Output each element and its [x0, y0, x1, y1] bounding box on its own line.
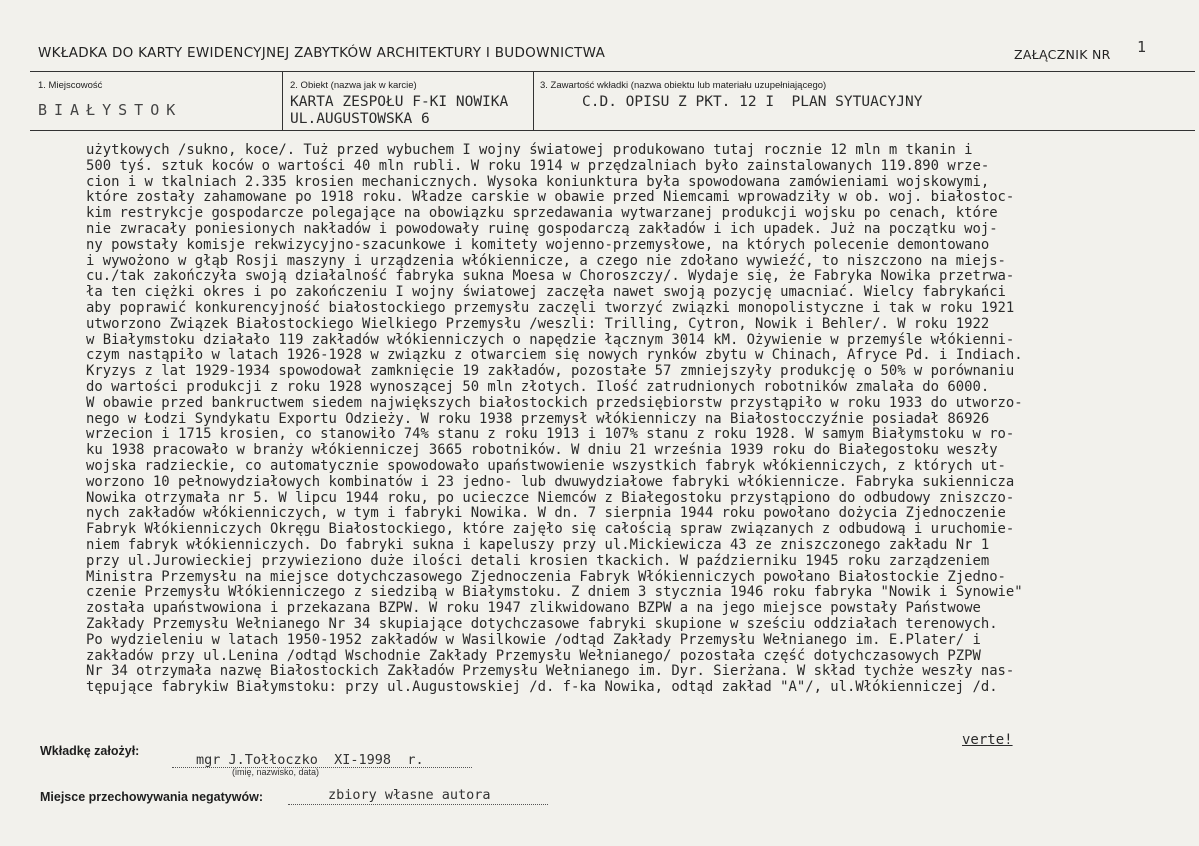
object-label: 2. Obiekt (nazwa jak w karcie)	[290, 80, 417, 91]
body-line: ła ten ciężki okres i po zakończeniu I wojny światowej zaczęła nawet swoją pozycję umacniać. Wielcy fabrykańci	[86, 284, 1006, 301]
body-line: wrzecion i 1715 krosien, co stanowiło 74% stanu z roku 1913 i 107% stanu z roku 1928. W samym Białymstoku w ro-	[86, 426, 1015, 443]
negatives-label: Miejsce przechowywania negatywów:	[40, 790, 263, 804]
body-line: 500 tyś. sztuk koców o wartości 40 mln rubli. W roku 1914 w przędzalniach było zainstalowanych 119.890 wrze-	[86, 157, 990, 174]
body-line: które zostały zahamowane po 1918 roku. Władze carskie w obawie przed Niemcami wprowadziły w ob. woj. białostoc-	[86, 189, 1015, 206]
body-line: nie zwracały poniesionych nakładów i powodowały ruinę gospodarczą zakładów i ich upadek. Już na początku woj-	[86, 220, 998, 237]
body-line: worzono 10 pełnowydziałowych kombinatów i 23 jedno- lub dwuwydziałowe fabryki włókiennicze. Fabryka sukiennicza	[86, 473, 1015, 490]
field-divider-1	[282, 72, 283, 130]
body-line: w Białymstoku działało 119 zakładów włókienniczych o napędzie łącznym 3014 kM. Ożywienie w przemyśle włókienni-	[86, 331, 1015, 348]
body-line: zakładów przy ul.Lenina /odtąd Wschodnie Zakłady Przemysłu Wełnianego/ pozostała część dotychczasowych PZPW	[86, 647, 981, 664]
body-line: nego w Łodzi Syndykatu Exportu Odzieży. W roku 1938 przemysł włókienniczy na Białostocczyźnie posiadał 86926	[86, 410, 990, 427]
attachment-number: 1	[1137, 38, 1147, 56]
negatives-value: zbiory własne autora	[328, 787, 491, 803]
body-line: cu./tak zakończyła swoją działalność fabryka sukna Moesa w Choroszczy/. Wydaje się, że Fabryka Nowika przetrwa-	[86, 268, 1015, 285]
body-line: Ministra Przemysłu na miejsce dotychczasowego Zjednoczenia Fabryk Włókienniczych powołano Białostockie Zjedno-	[86, 568, 1006, 585]
body-line: Kryzys z lat 1929-1934 spowodował zamknięcie 19 zakładów, pozostałe 57 zmniejszyły produkcję o 50% w porównaniu	[86, 363, 1015, 380]
body-line: Fabryk Włókienniczych Okręgu Białostockiego, które zajęło się całością spraw związanych z odbudową i uruchomie-	[86, 521, 1015, 538]
body-line: użytkowych /sukno, koce/. Tuż przed wybuchem I wojny światowej produkowano tutaj rocznie 12 mln m tkanin i	[86, 142, 973, 158]
body-line: ny powstały komisje rekwizycyjno-szacunkowe i komitety wojenno-przemysłowe, na których polecenie demontowano	[86, 236, 990, 253]
body-line: Zakłady Przemysłu Wełnianego Nr 34 skupiające dotychczasowe fabryki skupione w sześciu oddziałach terenowych.	[86, 615, 998, 632]
content-label: 3. Zawartość wkładki (nazwa obiektu lub materiału uzupełniającego)	[540, 80, 827, 91]
body-line: kim restrykcje gospodarcze polegające na obowiązku sprzedawania wytwarzanej produkcji wojsku po cenach, które	[86, 205, 998, 222]
content-value: C.D. OPISU Z PKT. 12 I PLAN SYTUACYJNY	[582, 94, 923, 110]
description-body	[86, 143, 1196, 696]
body-line: czenie Przemysłu Włókienniczego z siedzibą w Białymstoku. Z dniem 3 stycznia 1946 roku fabryka "Nowik i Synowie"	[86, 584, 1023, 601]
body-line: przy ul.Jurowieckiej przywieziono duże ilości detali krosien tkackich. W październiku 1945 roku zarządzeniem	[86, 552, 990, 569]
object-line-2: UL.AUGUSTOWSKA 6	[290, 111, 430, 127]
body-line: W obawie przed bankructwem siedem największych białostockich przedsiębiorstw przystąpiło w roku 1933 do utworzo-	[86, 394, 1023, 411]
body-line: Nr 34 otrzymała nazwę Białostockich Zakładów Przemysłu Wełnianego im. Dyr. Sierżana. W skład tychże weszły nas-	[86, 663, 1015, 680]
verte-note: verte!	[962, 732, 1013, 748]
body-line: niem fabryk włókienniczych. Do fabryki sukna i kapeluszy przy ul.Mickiewicza 43 ze zniszczonego zakładu Nr 1	[86, 536, 990, 553]
body-line: wojska radzieckie, co automatycznie spowodowało upaństwowienie wszystkich fabryk włókienniczych, z których ut-	[86, 457, 1006, 474]
body-line: nych zakładów włókienniczych, w tym i fabryki Nowika. W dn. 7 sierpnia 1944 roku powołano dożycia Zjednoczenie	[86, 505, 1006, 522]
body-line: cion i w tkalniach 2.335 krosien mechanicznych. Wysoka koniunktura była spowodowana zamówieniami wojskowymi,	[86, 173, 990, 190]
fields-bottom-rule	[30, 130, 1195, 131]
body-line: i wywożono w głąb Rosji maszyny i urządzenia włókiennicze, a czego nie zdołano wywieźć, to niszczono na miejs-	[86, 252, 1006, 269]
body-line: utworzono Związek Białostockiego Wielkiego Przemysłu /weszli: Trilling, Cytron, Nowik i Behler/. W roku 1922	[86, 315, 990, 332]
body-line: ku 1938 pracowało w branży włókienniczej 3665 robotników. W dniu 21 września 1939 roku do Białegostoku weszły	[86, 442, 998, 459]
place-label: 1. Miejscowość	[38, 80, 103, 91]
body-line: do wartości produkcji z roku 1928 wynoszącej 50 mln złotych. Ilość zatrudnionych robotników zmalała do 6000.	[86, 378, 990, 395]
negatives-dotted-line	[288, 803, 548, 805]
attachment-label: ZAŁĄCZNIK NR	[1014, 47, 1111, 62]
body-line: czym nastąpiło w latach 1926-1928 w związku z otwarciem się nowych rynków zbytu w Chinach, Afryce Pd. i Indiach.	[86, 347, 1023, 364]
header-rule	[30, 71, 1195, 72]
created-by-label: Wkładkę założył:	[40, 744, 140, 758]
field-divider-2	[533, 72, 534, 130]
body-line: została upaństwowiona i przekazana BZPW. W roku 1947 zlikwidowano BZPW a na jego miejsce powstały Państwowe	[86, 600, 981, 617]
body-line: aby poprawić konkurencyjność białostockiego przemysłu zaczęli tworzyć związki monopolistyczne i tak w roku 1921	[86, 299, 1015, 316]
body-line: Po wydzieleniu w latach 1950-1952 zakładów w Wasilkowie /odtąd Zakłady Przemysłu Wełnianego im. E.Plater/ i	[86, 631, 981, 648]
place-value: BIAŁYSTOK	[38, 101, 183, 119]
body-line: tępujące fabrykiw Białymstoku: przy ul.Augustowskiej /d. f-ka Nowika, odtąd zakład "A"/, ul.Włókienniczej /d.	[86, 679, 998, 696]
created-by-caption: (imię, nazwisko, data)	[232, 767, 320, 777]
form-title: WKŁADKA DO KARTY EWIDENCYJNEJ ZABYTKÓW ARCHITEKTURY I BUDOWNICTWA	[38, 45, 606, 61]
object-line-1: KARTA ZESPOŁU F-KI NOWIKA	[290, 94, 509, 110]
body-line: Nowika otrzymała nr 5. W lipcu 1944 roku, po ucieczce Niemców z Białegostoku przystąpiono do odbudowy zniszczo-	[86, 489, 1015, 506]
created-by-value: mgr J.Tołłoczko XI-1998 r.	[196, 752, 424, 768]
